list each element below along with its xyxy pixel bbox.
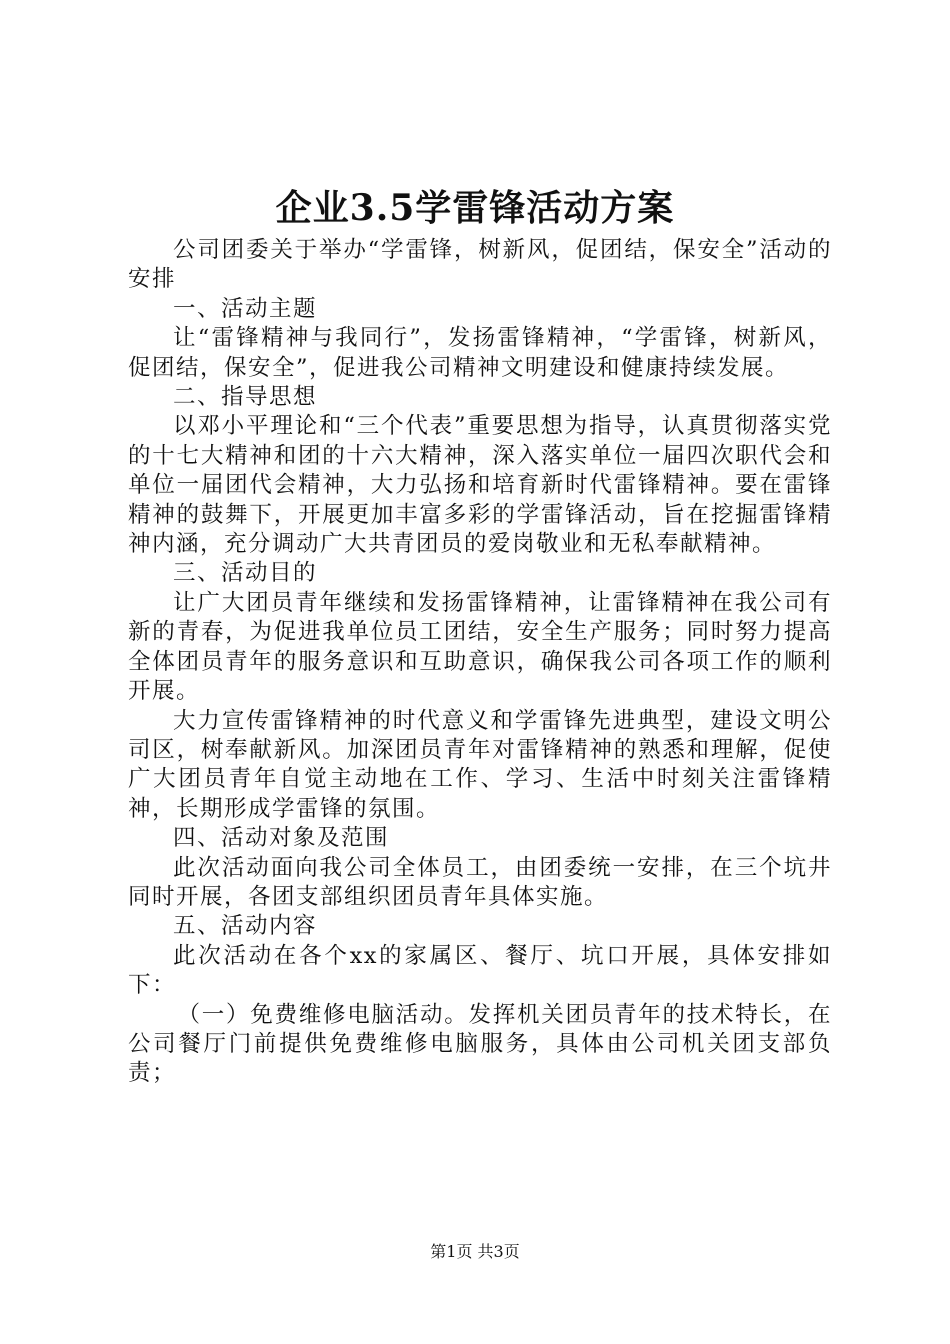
paragraph-content: 此次活动在各个xx的家属区、餐厅、坑口开展，具体安排如下：: [128, 942, 832, 999]
document-title: 企业3.5学雷锋活动方案: [275, 187, 675, 229]
section-heading-guiding-thought: 二、指导思想: [173, 384, 318, 411]
paragraph-guiding-thought: 以邓小平理论和“三个代表”重要思想为指导，认真贯彻落实党的十七大精神和团的十六大精神，深入落实单位一届四次职代会和单位一届团代会精神，大力弘扬和培育新时代雷锋精神。要在雷锋精神的鼓舞下，开展更加丰富多彩的学雷锋活动，旨在挖掘雷锋精神内涵，充分调动广大共青团员的爱岗敬业和无私奉献精神。: [128, 413, 832, 558]
paragraph-content-item-1: （一）免费维修电脑活动。发挥机关团员青年的技术特长，在公司餐厅门前提供免费维修电脑服务，具体由公司机关团支部负责；: [128, 1001, 832, 1087]
section-heading-scope: 四、活动对象及范围: [173, 825, 390, 852]
document-body: [128, 236, 832, 1089]
section-heading-purpose: 三、活动目的: [173, 560, 318, 587]
section-heading-theme: 一、活动主题: [173, 295, 318, 322]
section-heading-content: 五、活动内容: [173, 913, 318, 940]
paragraph-purpose-2: 大力宣传雷锋精神的时代意义和学雷锋先进典型，建设文明公司区，树奉献新风。加深团员青年对雷锋精神的熟悉和理解，促使广大团员青年自觉主动地在工作、学习、生活中时刻关注雷锋精神，长期形成学雷锋的氛围。: [128, 707, 832, 822]
paragraph-purpose-1: 让广大团员青年继续和发扬雷锋精神，让雷锋精神在我公司有新的青春，为促进我单位员工团结，安全生产服务；同时努力提高全体团员青年的服务意识和互助意识，确保我公司各项工作的顺利开展。: [128, 589, 832, 705]
page-footer: 第1页 共3页: [430, 1242, 520, 1261]
paragraph-theme: 让“雷锋精神与我同行”，发扬雷锋精神，“学雷锋，树新风，促团结，保安全”，促进我公司精神文明建设和健康持续发展。: [128, 325, 832, 381]
paragraph-intro: 公司团委关于举办“学雷锋，树新风，促团结，保安全”活动的安排: [128, 237, 832, 293]
paragraph-scope: 此次活动面向我公司全体员工，由团委统一安排，在三个坑井同时开展，各团支部组织团员青年具体实施。: [128, 854, 832, 910]
